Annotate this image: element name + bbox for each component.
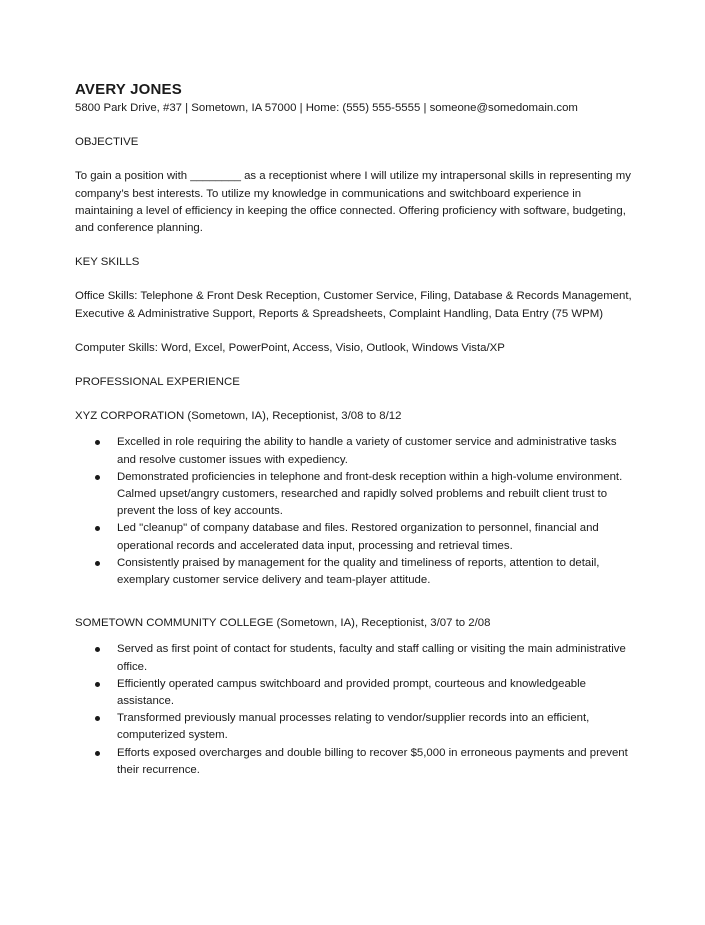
key-skills-heading: KEY SKILLS — [75, 256, 140, 269]
job-bullets — [75, 434, 635, 589]
job-entry — [75, 408, 635, 589]
bullet-icon — [95, 440, 100, 445]
job-bullets — [75, 641, 635, 779]
list-item — [75, 520, 635, 554]
candidate-name: AVERY JONES — [75, 81, 182, 98]
job-title: SOMETOWN COMMUNITY COLLEGE (Sometown, IA), Receptionist, 3/07 to 2/08 — [75, 617, 491, 630]
bullet-icon — [95, 561, 100, 566]
bullet-icon — [95, 647, 100, 652]
objective-heading: OBJECTIVE — [75, 136, 139, 149]
bullet-icon — [95, 682, 100, 687]
list-item — [75, 555, 635, 589]
computer-skills: Computer Skills: Word, Excel, PowerPoint, Access, Visio, Outlook, Windows Vista/XP — [75, 341, 505, 354]
section-spacer — [75, 606, 635, 615]
list-item — [75, 434, 635, 468]
objective-text: To gain a position with ________ as a receptionist where I will utilize my intrapersonal skills in representing my company’s best interests. To utilize my knowledge in communications and switchboard experience in maintaining a level of efficiency in keeping the office connected. Offering proficiency with software, budgeting, and conference planning. — [75, 170, 631, 235]
list-item — [75, 641, 635, 675]
contact-line: 5800 Park Drive, #37 | Sometown, IA 57000 | Home: (555) 555-5555 | someone@somedomain.com — [75, 102, 578, 114]
bullet-icon — [95, 475, 100, 480]
resume-content — [75, 80, 635, 796]
bullet-text: Served as first point of contact for students, faculty and staff calling or visiting the main administrative office. — [117, 643, 626, 673]
experience-heading: PROFESSIONAL EXPERIENCE — [75, 376, 240, 389]
bullet-text: Efforts exposed overcharges and double billing to recover $5,000 in erroneous payments and prevent their recurrence. — [117, 746, 628, 776]
bullet-icon — [95, 526, 100, 531]
list-item — [75, 710, 635, 744]
bullet-icon — [95, 716, 100, 721]
office-skills: Office Skills: Telephone & Front Desk Reception, Customer Service, Filing, Database & Records Management, Executive & Administrative Support, Reports & Spreadsheets, Complaint Handling, Data Entry (75 WPM) — [75, 290, 632, 320]
bullet-text: Transformed previously manual processes relating to vendor/supplier records into an efficient, computerized system. — [117, 712, 590, 742]
list-item — [75, 469, 635, 521]
bullet-text: Excelled in role requiring the ability to handle a variety of customer service and administrative tasks and resolve customer issues with expediency. — [117, 436, 617, 466]
list-item — [75, 676, 635, 710]
job-entry — [75, 615, 635, 779]
bullet-text: Led "cleanup" of company database and files. Restored organization to personnel, financial and operational records and accelerated data input, processing and retrieval times. — [117, 522, 599, 552]
list-item — [75, 745, 635, 779]
bullet-text: Demonstrated proficiencies in telephone and front-desk reception within a high-volume environment. Calmed upset/angry customers, researched and rapidly solved problems and rebuilt client trust to prevent the loss of key accounts. — [117, 470, 623, 518]
bullet-text: Efficiently operated campus switchboard and provided prompt, courteous and knowledgeable assistance. — [117, 677, 586, 708]
job-title: XYZ CORPORATION (Sometown, IA), Receptionist, 3/08 to 8/12 — [75, 410, 402, 423]
bullet-text: Consistently praised by management for the quality and timeliness of reports, attention to detail, exemplary customer service delivery and team-player attitude. — [117, 556, 600, 587]
bullet-icon — [95, 751, 100, 756]
